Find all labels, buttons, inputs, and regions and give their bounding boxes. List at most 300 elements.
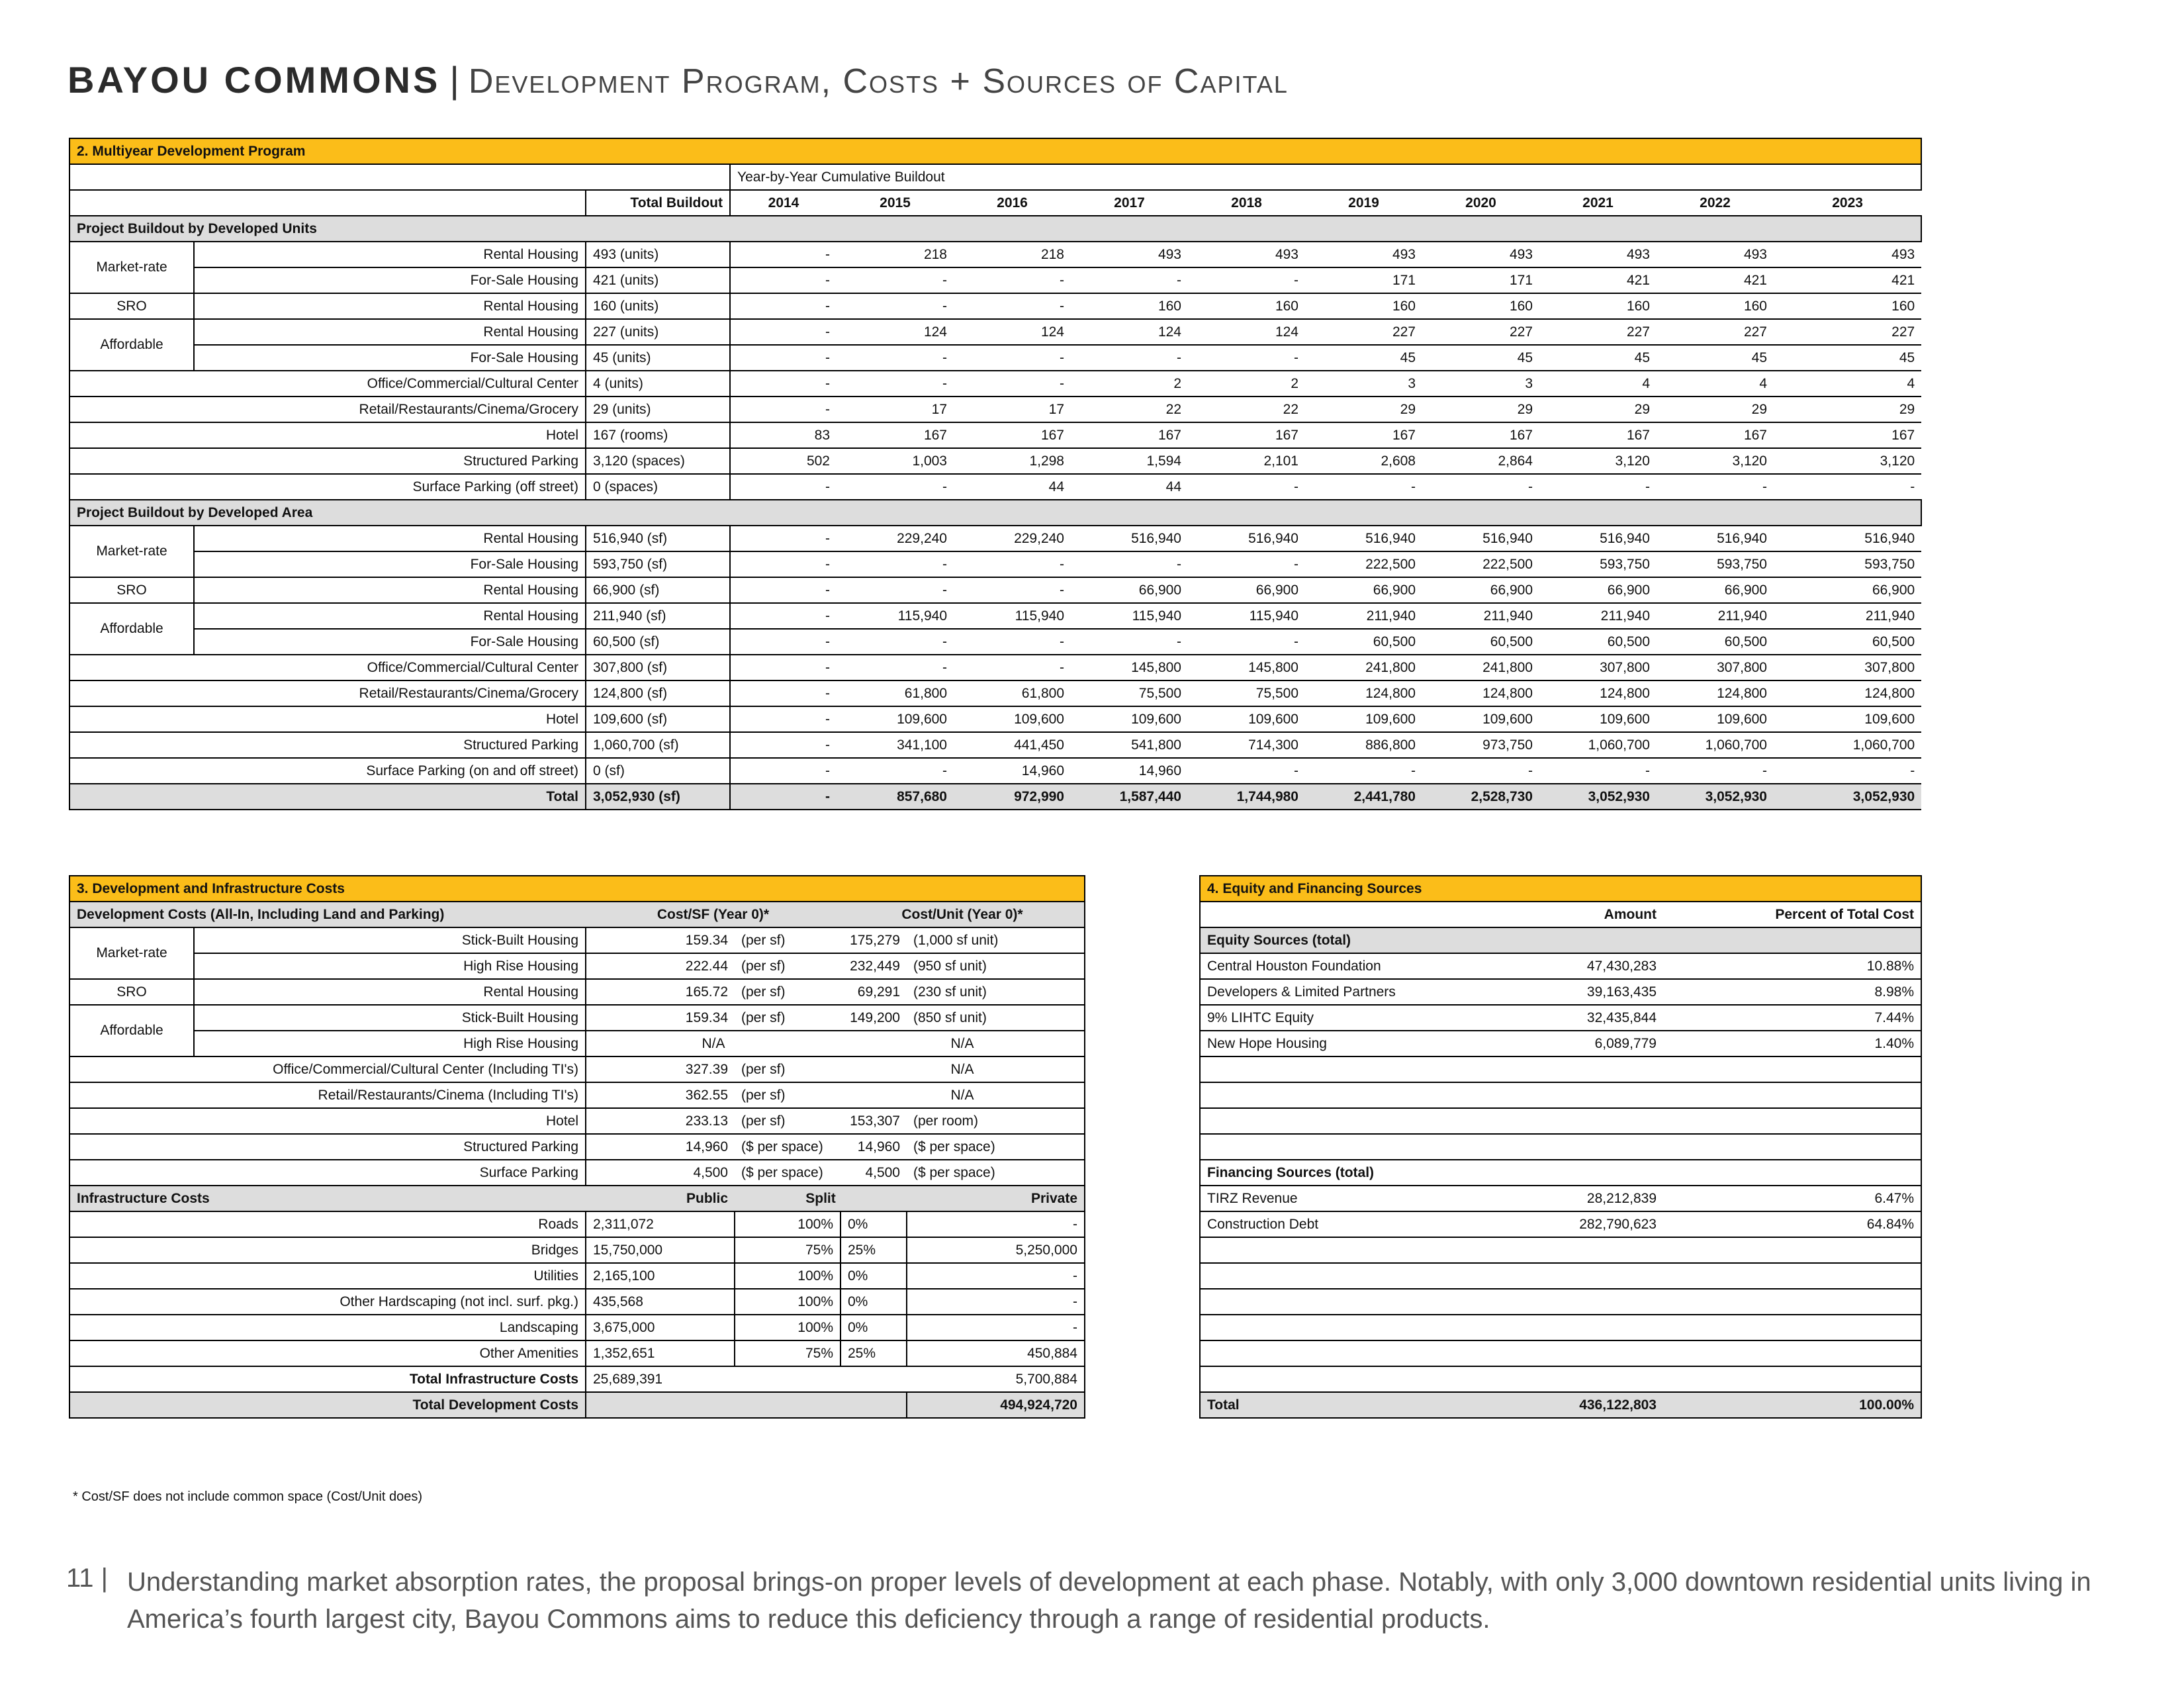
table-row	[69, 1289, 1085, 1315]
year-value: 167	[1774, 422, 1921, 448]
year-value: -	[730, 474, 837, 500]
year-value: 60,500	[1305, 629, 1422, 655]
total-buildout-value: 516,940 (sf)	[586, 526, 730, 551]
year-header: 2023	[1774, 190, 1921, 216]
year-header: 2018	[1188, 190, 1305, 216]
year-value: 714,300	[1188, 732, 1305, 758]
total-buildout-value: 167 (rooms)	[586, 422, 730, 448]
cost-sf-unit: (per sf)	[735, 1005, 841, 1031]
year-value: -	[730, 577, 837, 603]
year-value: 441,450	[954, 732, 1071, 758]
private-value: 450,884	[907, 1340, 1085, 1366]
private-value: -	[907, 1315, 1085, 1340]
year-value: 60,500	[1539, 629, 1657, 655]
source-label: Central Houston Foundation	[1200, 953, 1425, 979]
year-value: -	[730, 758, 837, 784]
year-header: 2017	[1071, 190, 1188, 216]
cost-unit-unit: ($ per space)	[907, 1160, 1085, 1186]
group-label: SRO	[69, 293, 194, 319]
year-value: 145,800	[1071, 655, 1188, 680]
blank-cell	[1200, 1134, 1921, 1160]
cost-sf-value: 159.34	[586, 1005, 735, 1031]
year-value: -	[730, 397, 837, 422]
year-value: 60,500	[1657, 629, 1774, 655]
year-value: 83	[730, 422, 837, 448]
section-header-row	[69, 876, 1085, 902]
year-value: 45	[1539, 345, 1657, 371]
year-value: 61,800	[954, 680, 1071, 706]
public-value: 1,352,651	[586, 1340, 735, 1366]
year-value: 29	[1422, 397, 1539, 422]
blank-cell	[1200, 1366, 1921, 1392]
year-value: 421	[1657, 267, 1774, 293]
year-value: 124	[954, 319, 1071, 345]
table-row	[1200, 1186, 1921, 1211]
year-value: -	[954, 655, 1071, 680]
cost-unit-header: Cost/Unit (Year 0)*	[841, 902, 1085, 927]
year-value: 115,940	[837, 603, 954, 629]
year-value: 211,940	[1774, 603, 1921, 629]
blank-cell	[1200, 1289, 1921, 1315]
blank-cell	[1200, 1056, 1921, 1082]
year-value: 14,960	[1071, 758, 1188, 784]
year-value: -	[1188, 551, 1305, 577]
cost-sf-value: 233.13	[586, 1108, 735, 1134]
row-label: Retail/Restaurants/Cinema/Grocery	[69, 680, 586, 706]
row-label: Rental Housing	[194, 526, 586, 551]
year-value: 60,500	[1774, 629, 1921, 655]
year-value: 145,800	[1188, 655, 1305, 680]
year-value: -	[837, 758, 954, 784]
row-label: Stick-Built Housing	[194, 1005, 586, 1031]
total-buildout-value: 160 (units)	[586, 293, 730, 319]
year-value: 109,600	[837, 706, 954, 732]
year-value: 307,800	[1539, 655, 1657, 680]
table-row	[69, 1263, 1085, 1289]
row-label: Utilities	[69, 1263, 586, 1289]
year-value: 1,594	[1071, 448, 1188, 474]
source-percent: 6.47%	[1663, 1186, 1921, 1211]
cost-unit-na: N/A	[841, 1056, 1085, 1082]
total-buildout-header: Total Buildout	[586, 190, 730, 216]
year-value: 886,800	[1305, 732, 1422, 758]
year-value: 3	[1422, 371, 1539, 397]
year-value: 44	[1071, 474, 1188, 500]
year-value: 160	[1305, 293, 1422, 319]
row-label: Retail/Restaurants/Cinema/Grocery	[69, 397, 586, 422]
group-label: SRO	[69, 577, 194, 603]
total-buildout-value: 3,052,930 (sf)	[586, 784, 730, 810]
year-header: 2019	[1305, 190, 1422, 216]
private-value: -	[907, 1263, 1085, 1289]
year-value: 66,900	[1188, 577, 1305, 603]
split-public: 100%	[735, 1289, 841, 1315]
cost-sf-unit: (per sf)	[735, 1082, 841, 1108]
year-value: 516,940	[1071, 526, 1188, 551]
development-costs-table	[69, 875, 1085, 1419]
section-header-row	[69, 138, 1921, 164]
year-value: -	[954, 371, 1071, 397]
table-row	[69, 706, 1921, 732]
page-number	[66, 1564, 108, 1593]
year-value: 421	[1539, 267, 1657, 293]
year-value: 1,060,700	[1774, 732, 1921, 758]
page-number-separator: |	[101, 1564, 109, 1593]
cost-sf-value: 165.72	[586, 979, 735, 1005]
blank-cell	[69, 190, 586, 216]
year-value: -	[1305, 474, 1422, 500]
source-label: Construction Debt	[1200, 1211, 1425, 1237]
public-value: 435,568	[586, 1289, 735, 1315]
source-label: TIRZ Revenue	[1200, 1186, 1425, 1211]
year-value: -	[1539, 474, 1657, 500]
year-value: -	[730, 242, 837, 267]
year-value: 229,240	[954, 526, 1071, 551]
year-value: 341,100	[837, 732, 954, 758]
cost-unit-unit: (230 sf unit)	[907, 979, 1085, 1005]
source-amount: 32,435,844	[1425, 1005, 1663, 1031]
total-buildout-value: 124,800 (sf)	[586, 680, 730, 706]
year-value: -	[730, 371, 837, 397]
year-value: -	[1774, 474, 1921, 500]
year-value: 124,800	[1774, 680, 1921, 706]
year-value: -	[730, 319, 837, 345]
total-row	[1200, 1392, 1921, 1418]
year-value: 4	[1657, 371, 1774, 397]
cost-sf-unit: ($ per space)	[735, 1134, 841, 1160]
year-value: -	[1188, 629, 1305, 655]
year-value: 516,940	[1539, 526, 1657, 551]
year-value: 3	[1305, 371, 1422, 397]
total-dev-row	[69, 1392, 1085, 1418]
total-buildout-value: 29 (units)	[586, 397, 730, 422]
source-amount: 28,212,839	[1425, 1186, 1663, 1211]
total-year-value: 2,441,780	[1305, 784, 1422, 810]
equity-financing-table	[1199, 875, 1922, 1419]
percent-header: Percent of Total Cost	[1663, 902, 1921, 927]
year-value: -	[1657, 758, 1774, 784]
total-buildout-value: 307,800 (sf)	[586, 655, 730, 680]
row-label: For-Sale Housing	[194, 267, 586, 293]
year-value: 493	[1539, 242, 1657, 267]
table-row	[69, 979, 1085, 1005]
year-value: 29	[1305, 397, 1422, 422]
year-value: 2,864	[1422, 448, 1539, 474]
year-value: 2,101	[1188, 448, 1305, 474]
cost-unit-na: N/A	[841, 1031, 1085, 1056]
split-public: 75%	[735, 1340, 841, 1366]
table-row	[1200, 1211, 1921, 1237]
year-value: -	[1422, 758, 1539, 784]
year-value: -	[1071, 629, 1188, 655]
year-value: 75,500	[1188, 680, 1305, 706]
year-value: 421	[1774, 267, 1921, 293]
total-year-value: 2,528,730	[1422, 784, 1539, 810]
source-amount: 282,790,623	[1425, 1211, 1663, 1237]
year-value: 66,900	[1539, 577, 1657, 603]
year-value: 4	[1539, 371, 1657, 397]
year-value: 124	[837, 319, 954, 345]
year-value: 593,750	[1657, 551, 1774, 577]
year-value: -	[954, 293, 1071, 319]
group-header-row	[1200, 1160, 1921, 1186]
year-value: -	[730, 655, 837, 680]
row-label: Rental Housing	[194, 603, 586, 629]
cost-sf-header: Cost/SF (Year 0)*	[586, 902, 841, 927]
year-value: 124,800	[1539, 680, 1657, 706]
year-header: 2014	[730, 190, 837, 216]
year-value: -	[837, 371, 954, 397]
cost-sf-value: 4,500	[586, 1160, 735, 1186]
cost-unit-unit: (per room)	[907, 1108, 1085, 1134]
row-label: Hotel	[69, 422, 586, 448]
year-value: 211,940	[1657, 603, 1774, 629]
year-value: -	[730, 706, 837, 732]
total-buildout-value: 493 (units)	[586, 242, 730, 267]
split-private: 0%	[841, 1289, 907, 1315]
year-value: 66,900	[1657, 577, 1774, 603]
year-value: 115,940	[1071, 603, 1188, 629]
total-infra-public: 25,689,391	[586, 1366, 735, 1392]
total-year-value: 3,052,930	[1774, 784, 1921, 810]
row-label: Landscaping	[69, 1315, 586, 1340]
year-value: 218	[954, 242, 1071, 267]
year-value: 29	[1657, 397, 1774, 422]
year-header: 2016	[954, 190, 1071, 216]
header-row	[69, 902, 1085, 927]
group-header-row	[69, 216, 1921, 242]
infra-header-row	[69, 1186, 1085, 1211]
total-buildout-value: 1,060,700 (sf)	[586, 732, 730, 758]
year-value: 4	[1774, 371, 1921, 397]
table-row	[69, 1315, 1085, 1340]
year-value: -	[1188, 474, 1305, 500]
year-value: -	[837, 267, 954, 293]
year-value: 66,900	[1071, 577, 1188, 603]
table-row	[69, 267, 1921, 293]
development-program-table	[69, 138, 1922, 810]
year-value: 167	[1539, 422, 1657, 448]
year-value: 227	[1422, 319, 1539, 345]
total-buildout-value: 4 (units)	[586, 371, 730, 397]
page-title	[68, 58, 1289, 101]
table-row	[69, 397, 1921, 422]
title-separator: |	[449, 59, 459, 101]
year-value: 66,900	[1422, 577, 1539, 603]
group-header: Project Buildout by Developed Units	[69, 216, 1921, 242]
split-public: 100%	[735, 1263, 841, 1289]
blank-row	[1200, 1289, 1921, 1315]
year-value: -	[1188, 758, 1305, 784]
year-value: 115,940	[1188, 603, 1305, 629]
table-row	[69, 758, 1921, 784]
row-label: Structured Parking	[69, 732, 586, 758]
section-title: 3. Development and Infrastructure Costs	[69, 876, 1085, 902]
year-value: 229,240	[837, 526, 954, 551]
cost-unit-value: 14,960	[841, 1134, 907, 1160]
table-row	[69, 732, 1921, 758]
year-value: 493	[1305, 242, 1422, 267]
cost-unit-unit: (1,000 sf unit)	[907, 927, 1085, 953]
total-buildout-value: 60,500 (sf)	[586, 629, 730, 655]
year-value: -	[837, 577, 954, 603]
group-header-row	[69, 500, 1921, 526]
year-value: 541,800	[1071, 732, 1188, 758]
year-value: 1,060,700	[1539, 732, 1657, 758]
cost-sf-value: 222.44	[586, 953, 735, 979]
year-value: 3,120	[1774, 448, 1921, 474]
group-header: Project Buildout by Developed Area	[69, 500, 1921, 526]
total-row	[69, 784, 1921, 810]
split-private: 0%	[841, 1211, 907, 1237]
year-value: 493	[1657, 242, 1774, 267]
table-row	[69, 1082, 1085, 1108]
year-value: 516,940	[1774, 526, 1921, 551]
page-number-value: 11	[66, 1564, 94, 1593]
total-infra-row	[69, 1366, 1085, 1392]
total-buildout-value: 211,940 (sf)	[586, 603, 730, 629]
public-value: 15,750,000	[586, 1237, 735, 1263]
year-value: 211,940	[1422, 603, 1539, 629]
group-label: Market-rate	[69, 927, 194, 979]
total-year-value: 1,744,980	[1188, 784, 1305, 810]
year-value: 211,940	[1305, 603, 1422, 629]
year-value: 124,800	[1305, 680, 1422, 706]
source-percent: 10.88%	[1663, 953, 1921, 979]
total-label: Total	[1200, 1392, 1425, 1418]
year-value: 109,600	[1774, 706, 1921, 732]
year-value: 241,800	[1422, 655, 1539, 680]
total-dev-label: Total Development Costs	[69, 1392, 586, 1418]
year-value: 109,600	[1305, 706, 1422, 732]
year-header: 2020	[1422, 190, 1539, 216]
source-percent: 64.84%	[1663, 1211, 1921, 1237]
year-value: 66,900	[1774, 577, 1921, 603]
year-value: 516,940	[1305, 526, 1422, 551]
year-value: 167	[954, 422, 1071, 448]
private-value: -	[907, 1289, 1085, 1315]
total-label: Total	[69, 784, 586, 810]
row-label: Office/Commercial/Cultural Center	[69, 655, 586, 680]
year-value: 167	[837, 422, 954, 448]
year-value: 1,003	[837, 448, 954, 474]
row-label: Structured Parking	[69, 448, 586, 474]
year-value: 227	[1305, 319, 1422, 345]
table-row	[69, 603, 1921, 629]
total-amount: 436,122,803	[1425, 1392, 1663, 1418]
cost-sf-unit: (per sf)	[735, 927, 841, 953]
group-label: Market-rate	[69, 526, 194, 577]
source-percent: 1.40%	[1663, 1031, 1921, 1056]
cost-sf-unit: (per sf)	[735, 953, 841, 979]
row-label: Structured Parking	[69, 1134, 586, 1160]
year-value: -	[730, 526, 837, 551]
year-value: 22	[1188, 397, 1305, 422]
year-value: 227	[1657, 319, 1774, 345]
year-value: 61,800	[837, 680, 954, 706]
year-value: 502	[730, 448, 837, 474]
infra-header: Infrastructure Costs	[69, 1186, 586, 1211]
year-value: 307,800	[1657, 655, 1774, 680]
year-value: -	[730, 732, 837, 758]
table-row	[69, 953, 1085, 979]
table-row	[69, 422, 1921, 448]
table-row	[69, 1005, 1085, 1031]
year-value: 115,940	[954, 603, 1071, 629]
blank-cell	[586, 1392, 907, 1418]
row-label: High Rise Housing	[194, 953, 586, 979]
table-row	[69, 1056, 1085, 1082]
total-infra-label: Total Infrastructure Costs	[69, 1366, 586, 1392]
year-value: 124	[1188, 319, 1305, 345]
year-value: 17	[954, 397, 1071, 422]
header-row	[1200, 902, 1921, 927]
year-value: 45	[1422, 345, 1539, 371]
cost-sf-value: 327.39	[586, 1056, 735, 1082]
group-label: Market-rate	[69, 242, 194, 293]
total-buildout-value: 0 (sf)	[586, 758, 730, 784]
year-value: 109,600	[1657, 706, 1774, 732]
year-value: 109,600	[1539, 706, 1657, 732]
year-value: 167	[1188, 422, 1305, 448]
blank-cell	[1200, 1237, 1921, 1263]
table-row	[69, 1108, 1085, 1134]
year-value: 516,940	[1657, 526, 1774, 551]
table-row	[69, 1031, 1085, 1056]
table-row	[69, 319, 1921, 345]
cost-sf-na: N/A	[586, 1031, 841, 1056]
year-value: 45	[1774, 345, 1921, 371]
row-label: Rental Housing	[194, 577, 586, 603]
header-row	[69, 164, 1921, 190]
blank-cell	[1200, 1108, 1921, 1134]
cost-sf-unit: ($ per space)	[735, 1160, 841, 1186]
year-value: -	[1422, 474, 1539, 500]
group-label: Affordable	[69, 319, 194, 371]
table-row	[69, 655, 1921, 680]
year-value: 593,750	[1539, 551, 1657, 577]
total-buildout-value: 421 (units)	[586, 267, 730, 293]
row-label: For-Sale Housing	[194, 551, 586, 577]
year-value: 22	[1071, 397, 1188, 422]
total-dev-value: 494,924,720	[907, 1392, 1085, 1418]
year-value: 160	[1539, 293, 1657, 319]
year-value: 160	[1422, 293, 1539, 319]
table-row	[1200, 979, 1921, 1005]
row-label: Other Hardscaping (not incl. surf. pkg.)	[69, 1289, 586, 1315]
row-label: Surface Parking (on and off street)	[69, 758, 586, 784]
cost-sf-unit: (per sf)	[735, 1056, 841, 1082]
financing-header: Financing Sources (total)	[1200, 1160, 1921, 1186]
year-value: -	[954, 551, 1071, 577]
title-subtitle: Development Program, Costs + Sources of Capital	[468, 62, 1289, 101]
cost-unit-value: 69,291	[841, 979, 907, 1005]
section-header-row	[1200, 876, 1921, 902]
year-value: -	[1774, 758, 1921, 784]
source-amount: 6,089,779	[1425, 1031, 1663, 1056]
year-value: 171	[1422, 267, 1539, 293]
year-value: -	[730, 680, 837, 706]
blank-row	[1200, 1056, 1921, 1082]
blank-row	[1200, 1237, 1921, 1263]
total-year-value: 1,587,440	[1071, 784, 1188, 810]
row-label: Hotel	[69, 706, 586, 732]
total-buildout-value: 227 (units)	[586, 319, 730, 345]
year-value: 45	[1657, 345, 1774, 371]
year-value: 1,060,700	[1657, 732, 1774, 758]
section-title: 4. Equity and Financing Sources	[1200, 876, 1921, 902]
total-year-value: 857,680	[837, 784, 954, 810]
